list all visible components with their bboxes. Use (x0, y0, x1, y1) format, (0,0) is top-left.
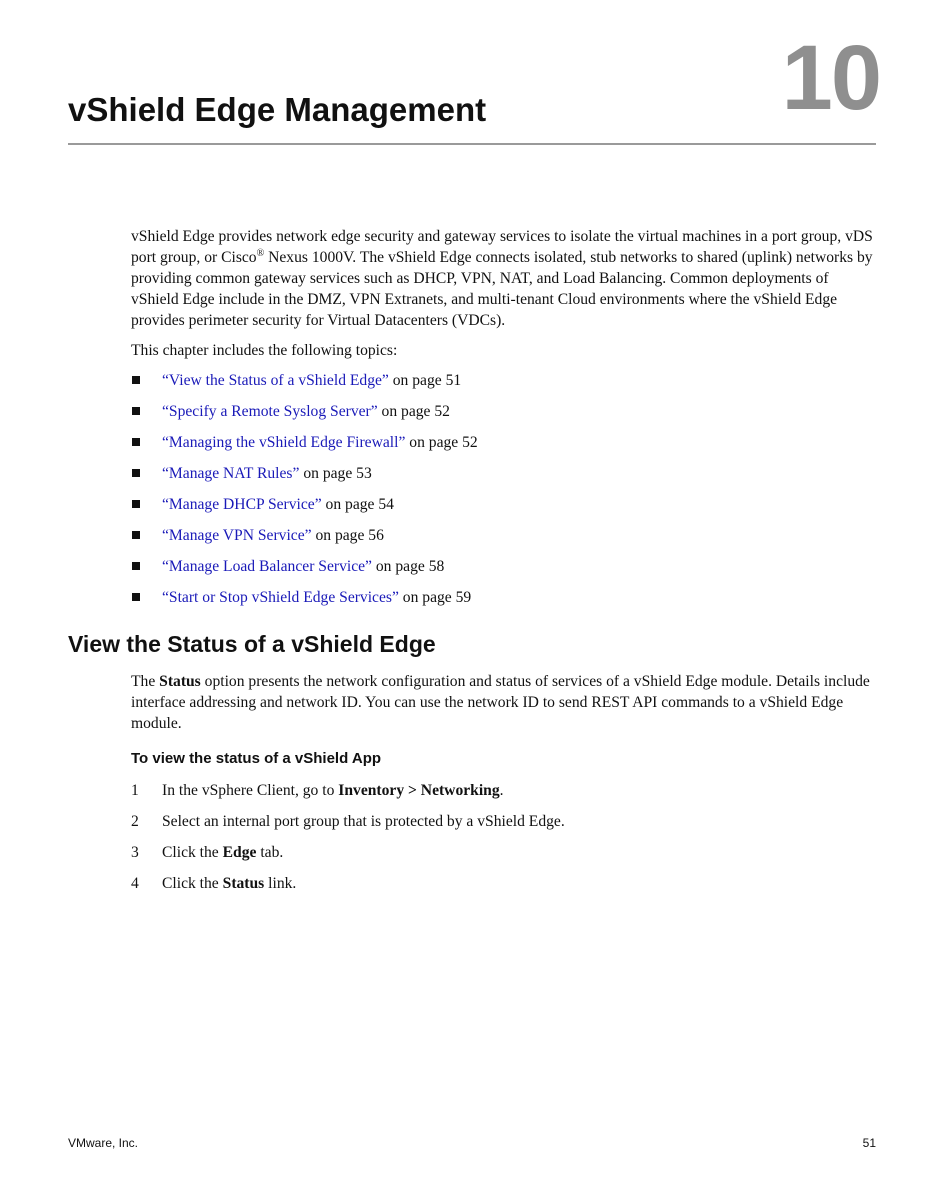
intro-text-part2: Nexus 1000V. The vShield Edge connects isolated, stub networks to shared (uplink) networks by providing common gateway services such as DHCP, VPN, NAT, and Load Balancing. Common deployments of vShield Edge include in the DMZ, VPN Extranets, and multi-tenant Cloud environments where the vShield Edge provides perimeter security for Virtual Datacenters (VDCs). (131, 249, 873, 329)
step-text: In the vSphere Client, go to (162, 782, 339, 799)
topic-item (131, 432, 478, 463)
topic-item (131, 525, 478, 556)
section-text: option presents the network configuration and status of services of a vShield Edge module. Details include interface addressing and network ID. You can use the network ID to send REST API commands to a vShield Edge module. (131, 673, 870, 732)
topic-link-remote-syslog[interactable]: “Specify a Remote Syslog Server” (162, 403, 378, 420)
topic-page-ref: on page 56 (311, 527, 384, 544)
topic-link-view-status[interactable]: “View the Status of a vShield Edge” (162, 372, 389, 389)
step-bold: Status (222, 875, 265, 892)
step-number: 4 (131, 875, 139, 892)
bullet-square-icon (132, 531, 140, 539)
title-divider (68, 143, 876, 145)
topic-page-ref: on page 53 (299, 465, 372, 482)
chapter-number: 10 (781, 27, 880, 129)
step-item (131, 842, 565, 873)
topic-item (131, 556, 478, 587)
section-paragraph (131, 671, 876, 734)
topic-page-ref: on page 51 (388, 372, 462, 389)
step-text: link. (264, 875, 297, 892)
step-text: Select an internal port group that is protected by a vShield Edge. (162, 813, 565, 830)
bullet-square-icon (132, 469, 140, 477)
topic-link-firewall[interactable]: “Managing the vShield Edge Firewall” (162, 434, 406, 451)
step-text: Click the (162, 844, 223, 861)
topic-item (131, 463, 478, 494)
topic-link-nat-rules[interactable]: “Manage NAT Rules” (162, 465, 300, 482)
step-text: tab. (256, 844, 284, 861)
section-bold-term: Status (159, 673, 201, 690)
step-item (131, 873, 565, 904)
topic-link-vpn[interactable]: “Manage VPN Service” (162, 527, 312, 544)
footer-company: VMware, Inc. (68, 1136, 139, 1150)
step-bold: Inventory > Networking (338, 782, 500, 799)
bullet-square-icon (132, 376, 140, 384)
topic-item (131, 494, 478, 525)
procedure-steps (131, 780, 565, 904)
step-text: . (499, 782, 504, 799)
section-text: The (131, 673, 160, 690)
topic-page-ref: on page 59 (398, 589, 472, 606)
topics-list (131, 370, 478, 618)
section-heading: View the Status of a vShield Edge (68, 631, 436, 657)
step-item (131, 780, 565, 811)
bullet-square-icon (132, 562, 140, 570)
bullet-square-icon (132, 407, 140, 415)
footer-page-number: 51 (862, 1136, 876, 1150)
intro-paragraph (131, 226, 876, 331)
topic-page-ref: on page 54 (321, 496, 394, 513)
registered-mark: ® (256, 248, 265, 259)
topic-page-ref: on page 58 (371, 558, 445, 575)
bullet-square-icon (132, 500, 140, 508)
chapter-title: vShield Edge Management (68, 91, 487, 128)
topic-link-load-balancer[interactable]: “Manage Load Balancer Service” (162, 558, 372, 575)
bullet-square-icon (132, 438, 140, 446)
topic-page-ref: on page 52 (377, 403, 450, 420)
step-number: 3 (131, 844, 139, 861)
topic-item (131, 587, 478, 618)
step-number: 1 (131, 782, 139, 799)
step-item (131, 811, 565, 842)
step-bold: Edge (222, 844, 257, 861)
topic-page-ref: on page 52 (405, 434, 478, 451)
step-text: Click the (162, 875, 223, 892)
topic-link-start-stop[interactable]: “Start or Stop vShield Edge Services” (162, 589, 399, 606)
topic-item (131, 401, 478, 432)
step-number: 2 (131, 813, 139, 830)
bullet-square-icon (132, 593, 140, 601)
intro-text-part1: vShield Edge provides network edge security and gateway services to isolate the virtual machines in a port group, vDS port group, or Cisco (131, 228, 873, 266)
topic-link-dhcp[interactable]: “Manage DHCP Service” (162, 496, 322, 513)
procedure-heading: To view the status of a vShield App (131, 750, 382, 767)
topics-lead: This chapter includes the following topics: (131, 342, 398, 359)
topic-item (131, 370, 478, 401)
